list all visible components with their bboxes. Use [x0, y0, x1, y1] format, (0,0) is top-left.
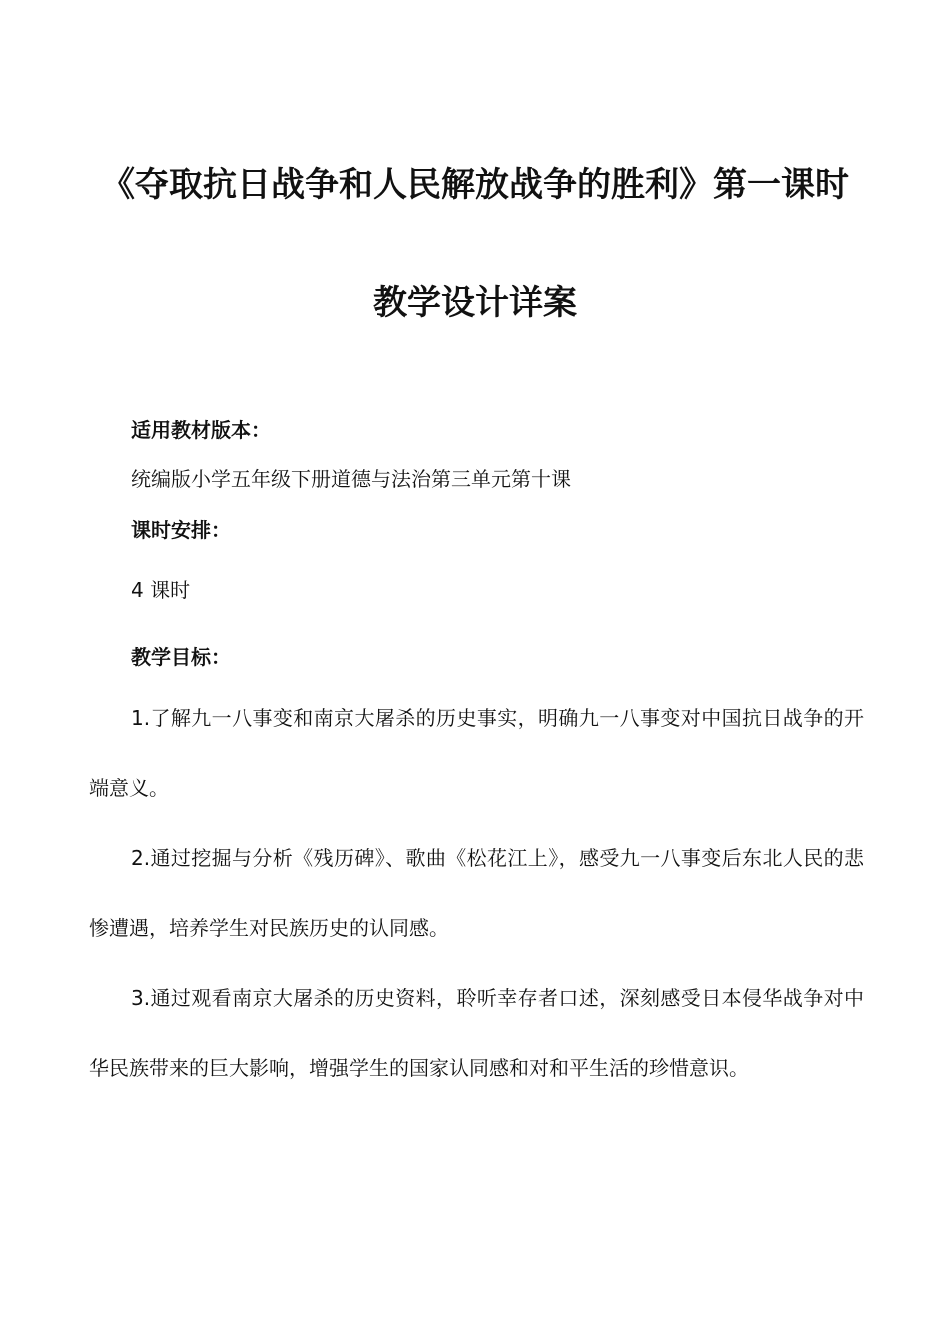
- schedule-value: 4 课时: [131, 578, 191, 602]
- document-title-line-2: 教学设计详案: [373, 283, 577, 323]
- objective-item-2: 2.通过挖掘与分析《残历碑》、歌曲《松花江上》，感受九一八事变后东北人民的悲惨遭遇，培养学生对民族历史的认同感。: [89, 846, 864, 940]
- schedule-label: 课时安排：: [131, 518, 231, 542]
- objective-item-1: 1.了解九一八事变和南京大屠杀的历史事实，明确九一八事变对中国抗日战争的开端意义。: [89, 706, 864, 800]
- textbook-value: 统编版小学五年级下册道德与法治第三单元第十课: [131, 467, 571, 491]
- objective-item-3: 3.通过观看南京大屠杀的历史资料，聆听幸存者口述，深刻感受日本侵华战争对中华民族带来的巨大影响，增强学生的国家认同感和对和平生活的珍惜意识。: [89, 986, 864, 1080]
- objectives-label: 教学目标：: [131, 645, 231, 669]
- textbook-label: 适用教材版本：: [131, 418, 271, 442]
- document-title-line-1: 《夺取抗日战争和人民解放战争的胜利》第一课时: [101, 165, 849, 205]
